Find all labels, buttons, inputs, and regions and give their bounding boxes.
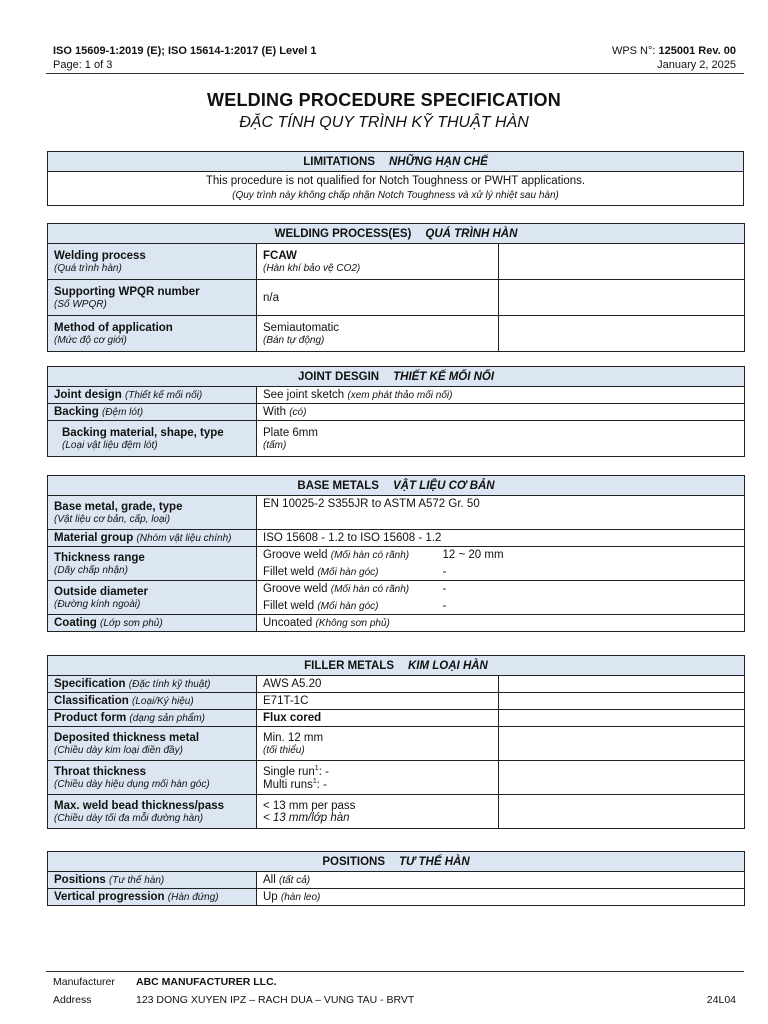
table-row: Specification (Đặc tính kỹ thuật) AWS A5.20 (48, 676, 745, 693)
table-row: Coating (Lớp sơn phủ) Uncoated (Không sơn phủ) (48, 615, 745, 632)
table-row: Supporting WPQR number (Số WPQR) n/a (48, 280, 745, 316)
wps-label: WPS N°: (611, 45, 659, 57)
header-divider (46, 73, 744, 74)
wps-number: 125001 Rev. 00 (658, 45, 736, 57)
welding-process-table (47, 223, 745, 352)
table-row: Throat thickness (Chiều dày hiệu dụng mối hàn góc) Single run$^1$: - Multi runs$^1$: - (48, 761, 745, 795)
table-row: Fillet weld (Mối hàn góc) - (48, 564, 745, 581)
joint-design-header: JOINT DESGIN THIẾT KẾ MỐI NỐI (48, 367, 745, 387)
header-right (612, 44, 736, 72)
document-code: 24L04 (706, 994, 736, 1006)
table-row: Thickness range (Dãy chấp nhận) Groove weld (Mối hàn có rãnh) 12 ~ 20 mm (48, 547, 745, 564)
base-metals-table (47, 475, 745, 632)
table-row: Backing (Đệm lót) With (có) (48, 404, 745, 421)
document-date: January 2, 2025 (657, 59, 736, 71)
table-row: Positions (Tư thế hàn) All (tất cả) (48, 872, 745, 889)
limitations-table (47, 151, 744, 206)
table-row: Deposited thickness metal (Chiều dày kim loại điền đầy) Min. 12 mm (tối thiểu) (48, 727, 745, 761)
table-row: Classification (Loại/Ký hiệu) E71T-1C (48, 693, 745, 710)
page-subtitle: ĐẶC TÍNH QUY TRÌNH KỸ THUẬT HÀN (239, 114, 529, 131)
page-number: Page: 1 of 3 (53, 59, 113, 71)
table-row: Method of application (Mức độ cơ giới) Semiautomatic (Bán tự động) (48, 316, 745, 352)
base-metals-header: BASE METALS VẬT LIỆU CƠ BẢN (48, 476, 745, 496)
address-label: Address (53, 994, 92, 1006)
table-row: Base metal, grade, type (Vật liệu cơ bản, cấp, loại) EN 10025-2 S355JR to ASTM A572 Gr. 50 (48, 496, 745, 530)
welding-process-header: WELDING PROCESS(ES) QUÁ TRÌNH HÀN (48, 224, 745, 244)
address-value: 123 DONG XUYEN IPZ – RACH DUA – VUNG TAU - BRVT (136, 994, 415, 1006)
positions-table (47, 851, 745, 906)
footer-divider (46, 971, 744, 972)
positions-header: POSITIONS TƯ THẾ HÀN (48, 852, 745, 872)
limitations-text: This procedure is not qualified for Notch Toughness or PWHT applications. (Quy trình này không chấp nhận Notch Toughness và xử lý nhiệt sau hàn) (48, 172, 744, 206)
table-row: Product form (dạng sản phẩm) Flux cored (48, 710, 745, 727)
manufacturer-name: ABC MANUFACTURER LLC. (136, 976, 277, 988)
standard-reference: ISO 15609-1:2019 (E); ISO 15614-1:2017 (E) Level 1 (53, 45, 317, 57)
page-title: WELDING PROCEDURE SPECIFICATION (207, 90, 561, 110)
table-row: Welding process (Quá trình hàn) FCAW (Hàn khí bảo vệ CO2) (48, 244, 745, 280)
table-row: Material group (Nhóm vật liệu chính) ISO 15608 - 1.2 to ISO 15608 - 1.2 (48, 530, 745, 547)
table-row: Joint design (Thiết kế mối nối) See joint sketch (xem phát thảo mối nối) (48, 387, 745, 404)
filler-metals-table (47, 655, 745, 829)
filler-metals-header: FILLER METALS KIM LOẠI HÀN (48, 656, 745, 676)
table-row: Fillet weld (Mối hàn góc) - (48, 598, 745, 615)
header-left (53, 44, 317, 72)
table-row: Vertical progression (Hàn đứng) Up (hàn leo) (48, 889, 745, 906)
limitations-header: LIMITATIONS NHỮNG HẠN CHẾ (48, 152, 744, 172)
table-row: Outside diameter (Đường kính ngoài) Groove weld (Mối hàn có rãnh) - (48, 581, 745, 598)
table-row: Max. weld bead thickness/pass (Chiều dày tối đa mỗi đường hàn) < 13 mm per pass < 13 mm/lớp hàn (48, 795, 745, 829)
joint-design-table (47, 366, 745, 457)
manufacturer-label: Manufacturer (53, 976, 115, 988)
table-row: Backing material, shape, type (Loại vật liệu đệm lót) Plate 6mm (tấm) (48, 421, 745, 457)
